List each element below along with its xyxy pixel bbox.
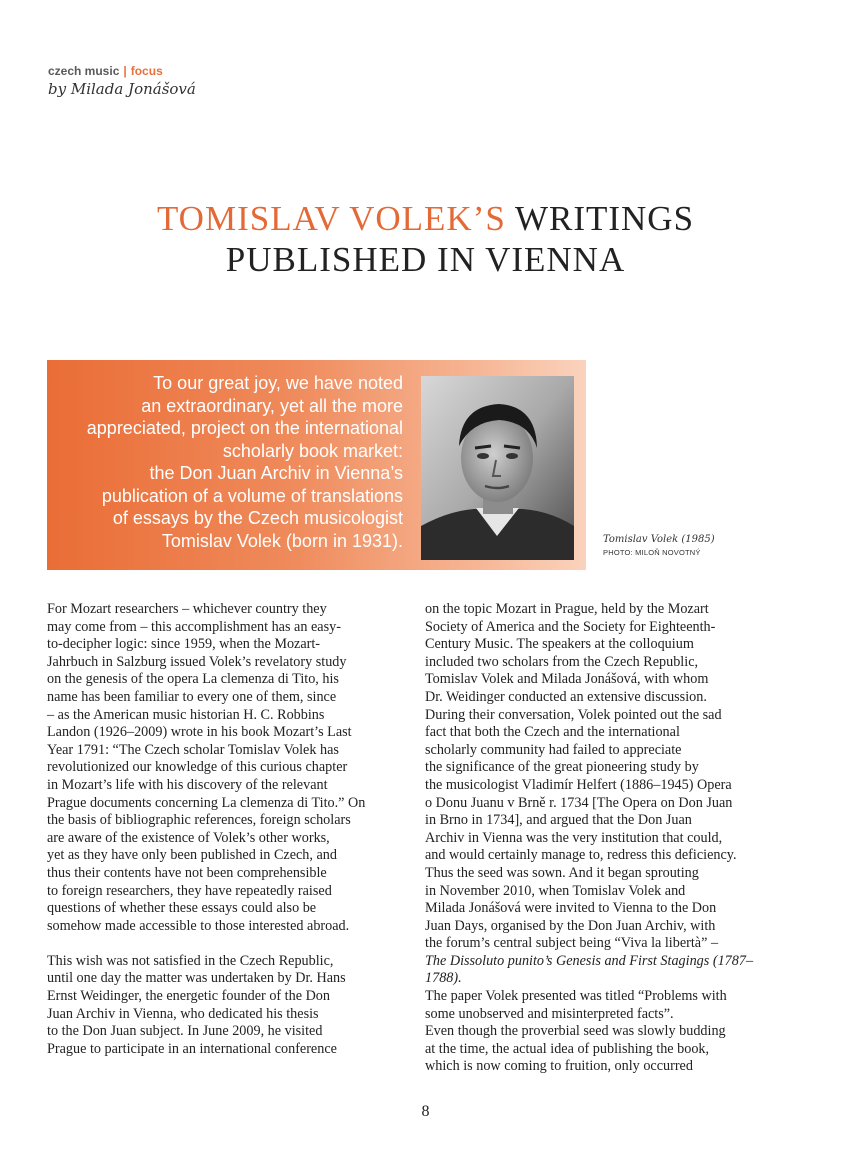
intro-line: publication of a volume of translations: [101, 485, 403, 506]
text-line: Society of America and the Society for Eighteenth-: [425, 618, 716, 635]
byline: by Milada Jonášová: [48, 80, 196, 98]
text-line: at the time, the actual idea of publishing the book,: [425, 1040, 710, 1057]
intro-line: Tomislav Volek (born in 1931).: [161, 530, 403, 551]
intro-line: scholarly book market:: [222, 440, 403, 461]
article-title: [0, 198, 851, 280]
text-line: name has been familiar to every one of them, since: [47, 688, 337, 705]
text-line: Even though the proverbial seed was slowly budding: [425, 1023, 726, 1040]
text-line: which is now coming to fruition, only occurred: [425, 1058, 693, 1075]
text-line: the basis of bibliographic references, foreign scholars: [47, 812, 351, 829]
text-line: During their conversation, Volek pointed out the sad: [425, 706, 722, 723]
title-line1-rest: WRITINGS: [505, 199, 695, 238]
text-line: Juan Days, organised by the Don Juan Archiv, with: [425, 917, 716, 934]
text-line: and would certainly manage to, redress this deficiency.: [425, 847, 737, 864]
intro-line: To our great joy, we have noted: [153, 373, 403, 393]
text-line: Landon (1926–2009) wrote in his book Mozart’s Last: [47, 724, 352, 741]
text-line: Year 1791: “The Czech scholar Tomislav Volek has: [47, 741, 339, 758]
photo-caption: Tomislav Volek (1985): [603, 534, 715, 545]
section-label: czech music: [48, 64, 120, 78]
text-line: The Dissoluto punito’s Genesis and First Stagings (1787–1788).: [425, 952, 754, 987]
intro-text: [55, 372, 403, 552]
section-kicker: [48, 64, 163, 78]
text-line: – as the American music historian H. C. Robbins: [47, 706, 325, 723]
text-line: may come from – this accomplishment has an easy-: [47, 618, 341, 635]
text-line: questions of whether these essays could also be: [47, 900, 317, 917]
text-line: yet as they have only been published in Czech, and: [47, 847, 337, 864]
text-line: in November 2010, when Tomislav Volek and: [425, 882, 686, 899]
text-line: o Donu Juanu v Brně r. 1734 [The Opera on Don Juan: [425, 794, 733, 811]
text-line: Tomislav Volek and Milada Jonášová, with whom: [425, 671, 709, 688]
text-line: the forum’s central subject being “Viva la libertà” –: [425, 935, 719, 952]
text-line: scholarly community had failed to appreciate: [425, 741, 682, 758]
text-line: Century Music. The speakers at the colloquium: [425, 636, 694, 653]
photo-credit: PHOTO: MILOŇ NOVOTNÝ: [603, 548, 701, 557]
text-line: the musicologist Vladimír Helfert (1886–1945) Opera: [425, 776, 732, 793]
text-line: Thus the seed was sown. And it began sprouting: [425, 864, 699, 881]
text-line: Archiv in Vienna was the very institution that could,: [425, 829, 723, 846]
text-line: Milada Jonášová were invited to Vienna to the Don: [425, 900, 717, 917]
page-number: 8: [421, 1103, 430, 1120]
text-line: Jahrbuch in Salzburg issued Volek’s revelatory study: [47, 653, 347, 670]
text-line: on the topic Mozart in Prague, held by the Mozart: [425, 601, 709, 617]
text-line: Ernst Weidinger, the energetic founder of the Don: [47, 988, 330, 1005]
text-line: Prague to participate in an international conference: [47, 1040, 337, 1057]
portrait-photo-graphic: [421, 376, 574, 560]
text-line: in Brno in 1734], and argued that the Don Juan: [425, 812, 692, 829]
title-highlight: TOMISLAV VOLEK’S: [156, 199, 506, 238]
text-line: For Mozart researchers – whichever country they: [47, 601, 327, 617]
intro-line: appreciated, project on the international: [86, 418, 403, 438]
title-line2: PUBLISHED IN VIENNA: [225, 240, 626, 279]
text-line: Dr. Weidinger conducted an extensive discussion.: [425, 688, 707, 705]
text-line: are aware of the existence of Volek’s other works,: [47, 829, 330, 846]
intro-line: the Don Juan Archiv in Vienna’s: [149, 463, 403, 483]
text-line: revolutionized our knowledge of this curious chapter: [47, 759, 348, 776]
intro-line: of essays by the Czech musicologist: [112, 508, 403, 528]
text-line: Juan Archiv in Vienna, who dedicated his thesis: [47, 1005, 319, 1022]
kicker-separator: |: [123, 64, 127, 78]
article-column-2: [425, 601, 785, 1076]
text-line: to the Don Juan subject. In June 2009, he visited: [47, 1023, 323, 1040]
text-line: some unobserved and misinterpreted facts”.: [425, 1005, 674, 1022]
text-line: included two scholars from the Czech Republic,: [425, 653, 699, 670]
text-line: in Mozart’s life with his discovery of the relevant: [47, 776, 328, 793]
subsection-label: focus: [130, 64, 163, 78]
text-line: to-decipher logic: since 1959, when the Mozart-: [47, 636, 321, 653]
portrait-photo: [421, 376, 574, 560]
text-line: Prague documents concerning La clemenza di Tito.” On: [47, 794, 366, 811]
text-line: until one day the matter was undertaken by Dr. Hans: [47, 970, 346, 987]
article-column-1: [47, 601, 403, 1058]
text-line: somehow made accessible to those interested abroad.: [47, 917, 350, 934]
text-line: on the genesis of the opera La clemenza di Tito, his: [47, 671, 339, 688]
text-line: thus their contents have not been comprehensible: [47, 864, 327, 881]
text-line: the significance of the great pioneering study by: [425, 759, 699, 776]
paragraph-gap: [47, 935, 403, 953]
text-line: to foreign researchers, they have repeatedly raised: [47, 882, 332, 899]
text-line: fact that both the Czech and the international: [425, 724, 680, 741]
text-line: The paper Volek presented was titled “Problems with: [425, 988, 727, 1005]
intro-line: an extraordinary, yet all the more: [141, 395, 403, 416]
text-line: This wish was not satisfied in the Czech Republic,: [47, 952, 334, 969]
